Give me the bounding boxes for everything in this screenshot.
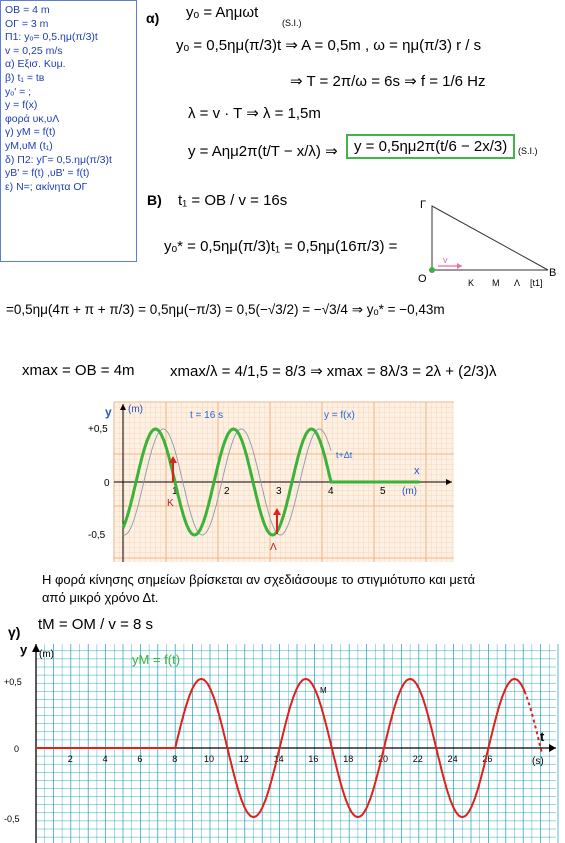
graph1-xtick: 2 [224, 486, 230, 497]
given-line: α) Εξισ. Κυμ. [5, 58, 66, 71]
given-line: Π1: yₒ= 0,5.ημ(π/3)t [5, 31, 98, 44]
si-units-label-2: (S.I.) [518, 146, 538, 156]
graph2-xtick: 10 [204, 754, 215, 764]
graph1-ytick-zero: 0 [104, 478, 110, 489]
graph1-y-unit: (m) [128, 404, 143, 415]
graph2-xtick: 18 [343, 754, 354, 764]
point-o-dot [429, 267, 435, 273]
graph2-xtick: 16 [308, 754, 319, 764]
graph2-y-label: y [20, 642, 28, 657]
given-line: yΒ' = f(t) ,υΒ' = f(t) [5, 167, 90, 180]
eq-displacement-o: yₒ* = 0,5ημ(π/3)t₁ = 0,5ημ(16π/3) = [164, 238, 398, 255]
point-k-label: K [167, 498, 174, 509]
graph2-xtick: 22 [412, 754, 423, 764]
eq-wave-result: y = 0,5ημ2π(t/6 − 2x/3) [346, 134, 515, 159]
label-lambda: Λ [514, 278, 521, 288]
label-gamma: Γ [420, 199, 427, 211]
graph2-ytick-top: +0,5 [4, 677, 22, 687]
triangle-diagram [412, 196, 562, 292]
graph1-xtick: 4 [328, 486, 334, 497]
graph2-ytick-zero: 0 [14, 744, 20, 754]
label-k: K [468, 278, 475, 288]
eq-source-values: yₒ = 0,5ημ(π/3)t ⇒ A = 0,5m , ω = ημ(π/3) r / s [176, 37, 482, 54]
label-m: M [492, 278, 500, 288]
graph2-t-label: t [540, 729, 545, 744]
eq-time-m: tM = OM / v = 8 s [38, 616, 154, 633]
eq-wavelength: λ = v · T ⇒ λ = 1,5m [188, 105, 321, 122]
given-line: y = f(x) [5, 99, 38, 112]
graph1-shifted-label: t+Δt [336, 450, 353, 460]
si-units-label: (S.I.) [282, 18, 302, 28]
graph2-t-unit: (s) [532, 756, 544, 767]
given-line: yM,υM (t₁) [5, 139, 53, 152]
graph2-xtick: 26 [482, 754, 493, 764]
point-l-label: Λ [270, 542, 277, 553]
graph1-xtick: 1 [172, 486, 178, 497]
graph1-xtick: 5 [380, 486, 386, 497]
eq-wave-source: yₒ = Aημωt [186, 4, 259, 21]
point-m-label: M [320, 686, 327, 695]
eq-displacement-result: =0,5ημ(4π + π + π/3) = 0,5ημ(−π/3) = 0,5(−√3/2) = −√3/4 ⇒ yₒ* = −0,43m [6, 302, 445, 317]
graph2-curve-label: yM = f(t) [132, 652, 181, 667]
part-c-label: γ) [8, 624, 21, 640]
graph1-curve-label: y = f(x) [324, 410, 355, 421]
given-line: v = 0,25 m/s [5, 44, 63, 57]
eq-xmax: xmax = OB = 4m [22, 362, 135, 379]
given-data-box [0, 0, 137, 262]
label-b: B [549, 267, 557, 279]
given-line: φορά υκ,υΛ [5, 112, 60, 125]
part-a-label: α) [146, 10, 160, 26]
graph1-x-unit: (m) [402, 486, 417, 497]
snapshot-graph [88, 402, 454, 562]
given-line: δ) Π2: yΓ= 0,5.ημ(π/3)t [5, 153, 112, 166]
graph1-y-label: y [105, 405, 112, 419]
graph2-xtick: 12 [238, 754, 249, 764]
graph2-grid [36, 644, 558, 843]
graph1-time-label: t = 16 s [190, 410, 224, 421]
label-t1: [t1] [530, 278, 543, 288]
graph2-xtick: 20 [378, 754, 389, 764]
given-line: yₒ' = ; [5, 85, 32, 98]
graph2-xtick: 6 [137, 754, 143, 764]
graph2-ytick-bottom: -0,5 [4, 814, 20, 824]
graph1-xtick: 3 [276, 486, 282, 497]
graph2-xtick: 2 [67, 754, 73, 764]
graph1-x-label: x [414, 465, 420, 477]
given-line: ε) N=; ακίνητα ΟΓ [5, 180, 88, 193]
given-line: ΟΓ = 3 m [5, 17, 49, 30]
graph2-y-unit: (m) [39, 649, 54, 660]
graph1-ytick-top: +0,5 [88, 424, 108, 435]
graph2-xtick: 4 [102, 754, 108, 764]
eq-wave-general: y = Aημ2π(t/T − x/λ) ⇒ [188, 143, 338, 160]
motion-graph-m [0, 638, 562, 843]
eq-period: ⇒ T = 2π/ω = 6s ⇒ f = 1/6 Hz [290, 73, 486, 90]
graph2-xtick: 8 [172, 754, 178, 764]
given-line: β) t₁ = tʙ [5, 71, 45, 84]
label-o: O [418, 273, 427, 285]
eq-xmax-lambda: xmax/λ = 4/1,5 = 8/3 ⇒ xmax = 8λ/3 = 2λ + (2/3)λ [170, 363, 497, 380]
direction-note-line2: από μικρό χρόνο Δt. [42, 590, 159, 605]
direction-note-line1: Η φορά κίνησης σημείων βρίσκεται αν σχεδιάσουμε το στιγμιότυπο και μετά [42, 572, 476, 587]
graph1-ytick-bottom: -0,5 [88, 530, 106, 541]
label-v: v [443, 255, 448, 265]
given-line: ΟΒ = 4 m [5, 4, 50, 16]
graph2-xtick: 24 [447, 754, 458, 764]
part-b-label: B) [147, 192, 162, 208]
eq-time-t1: t₁ = OB / v = 16s [178, 192, 288, 209]
graph2-xtick: 14 [273, 754, 284, 764]
graph2-extension-dashed [527, 697, 542, 752]
given-line: γ) yM = f(t) [5, 126, 56, 139]
